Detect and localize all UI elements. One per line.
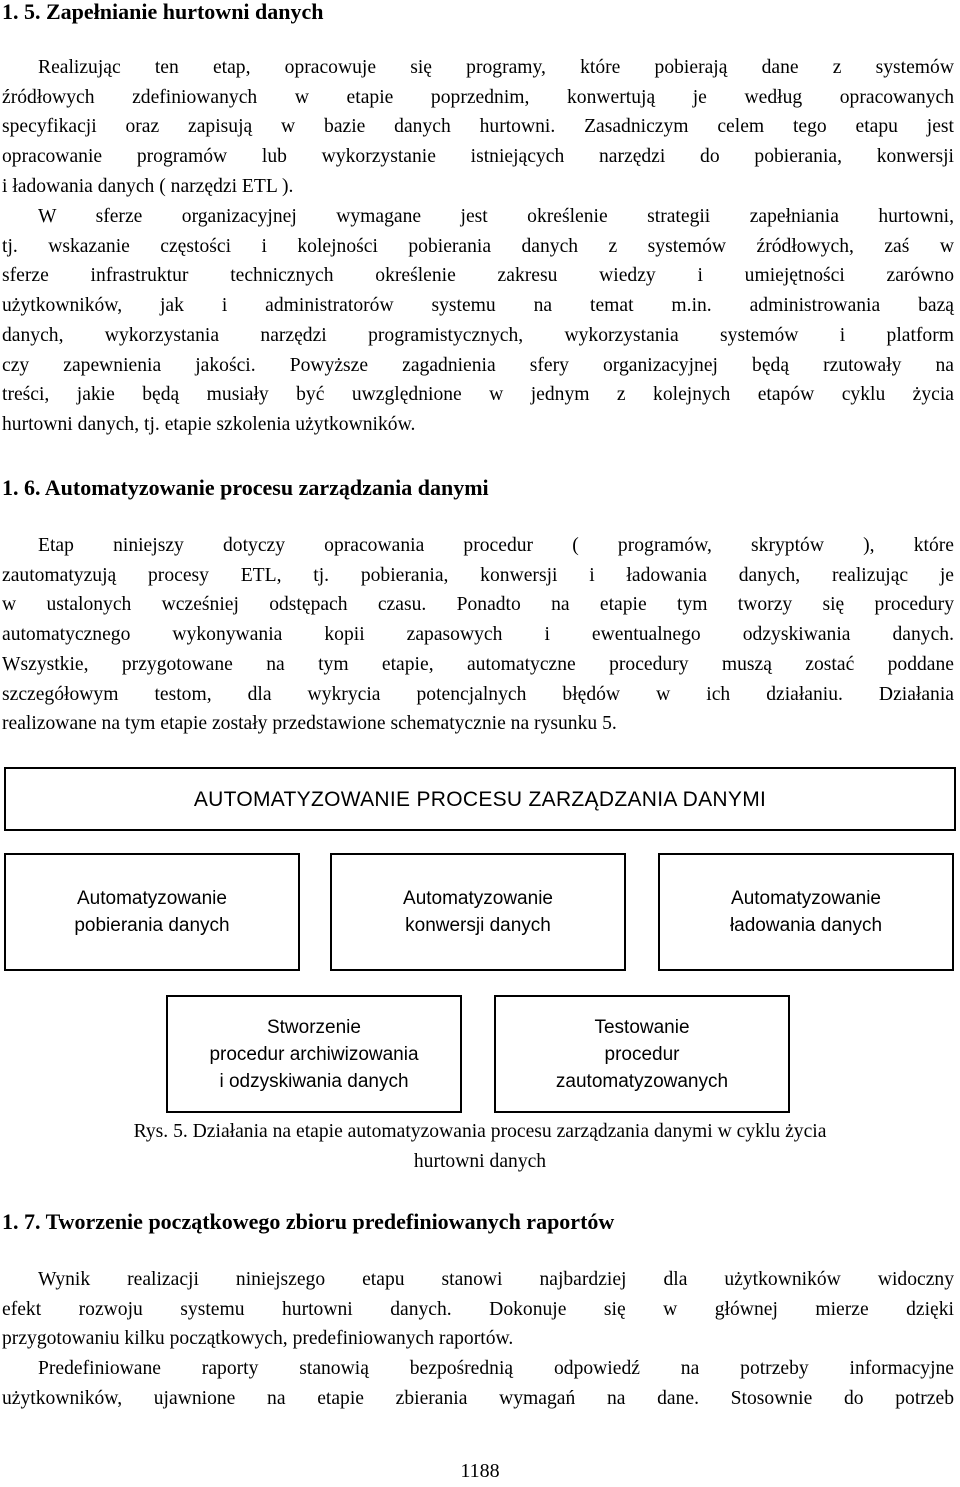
section-1-7-paragraph-2: Predefiniowane raporty stanowią bezpośrednią odpowiedź na potrzeby informacyjne użytkowników, ujawnione na etapie zbierania wymagań na dane. Stosownie do potrzeb: [2, 1358, 954, 1409]
section-1-7-paragraph-1: Wynik realizacji niniejszego etapu stanowi najbardziej dla użytkowników widoczny efekt rozwoju systemu hurtowni danych. Dokonuje się w głównej mierze dzięki przygotowaniu kilku początkowych, predefiniowanych raportów.: [2, 1269, 954, 1350]
section-1-6-paragraph-1: Etap niniejszy dotyczy opracowania procedur ( programów, skryptów ), które zautomatyzują procesy ETL, tj. pobierania, konwersji i ładowania danych, realizując je w ustalonych wcześniej odstępach czasu. Ponadto na etapie tym tworzy się procedury automatycznego wykonywania kopii zapasowych i ewentualnego odzyskiwania danych. Wszystkie, przygotowane na tym etapie, automatyczne procedury muszą zostać poddane szczegółowym testom, dla wykrycia potencjalnych błędów w ich działaniu. Działania realizowane na tym etapie zostały przedstawione schematycznie na rysunku 5.: [2, 535, 954, 735]
process-diagram: [0, 765, 960, 1125]
section-1-5-paragraph-1: Realizując ten etap, opracowuje się programy, które pobierają dane z systemów źródłowych zdefiniowanych w etapie poprzednim, konwertują je według opracowanych specyfikacji oraz zapisują w bazie danych hurtowni. Zasadniczym celem tego etapu jest opracowanie programów lub wykorzystanie istniejących narzędzi do pobierania, konwersji i ładowania danych ( narzędzi ETL ).: [2, 57, 954, 197]
diagram-box-ladowania: Automatyzowanie ładowania danych: [658, 853, 954, 971]
figure-caption: Rys. 5. Działania na etapie automatyzowania procesu zarządzania danymi w cyklu życia hurtowni danych: [133, 1121, 827, 1172]
section-1-6-heading: 1. 6. Automatyzowanie procesu zarządzania danymi: [2, 475, 489, 500]
section-1-5-heading: 1. 5. Zapełnianie hurtowni danych: [2, 0, 324, 24]
diagram-title-box: AUTOMATYZOWANIE PROCESU ZARZĄDZANIA DANYMI: [4, 767, 956, 831]
diagram-box-testowanie: Testowanie procedur zautomatyzowanych: [494, 995, 790, 1113]
section-1-5-paragraph-2: W sferze organizacyjnej wymagane jest określenie strategii zapełniania hurtowni, tj. wskazanie częstości i kolejności pobierania danych z systemów źródłowych, zaś w sferze infrastruktur technicznych określenie zakresu wiedzy i umiejętności zarówno użytkowników, jak i administratorów systemu na temat m.in. administrowania bazą danych, wykorzystania narzędzi programistycznych, wykorzystania systemów i platform czy zapewnienia jakości. Powyższe zagadnienia sfery organizacyjnej będą rzutowały na treści, jakie będą musiały być uwzględnione w jednym z kolejnych etapów cyklu życia hurtowni danych, tj. etapie szkolenia użytkowników.: [2, 206, 954, 435]
diagram-box-pobierania: Automatyzowanie pobierania danych: [4, 853, 300, 971]
diagram-box-archiwizowania: Stworzenie procedur archiwizowania i odzyskiwania danych: [166, 995, 462, 1113]
diagram-box-konwersji: Automatyzowanie konwersji danych: [330, 853, 626, 971]
page-number: 1188: [460, 1460, 500, 1482]
section-1-7-heading: 1. 7. Tworzenie początkowego zbioru predefiniowanych raportów: [2, 1209, 615, 1234]
